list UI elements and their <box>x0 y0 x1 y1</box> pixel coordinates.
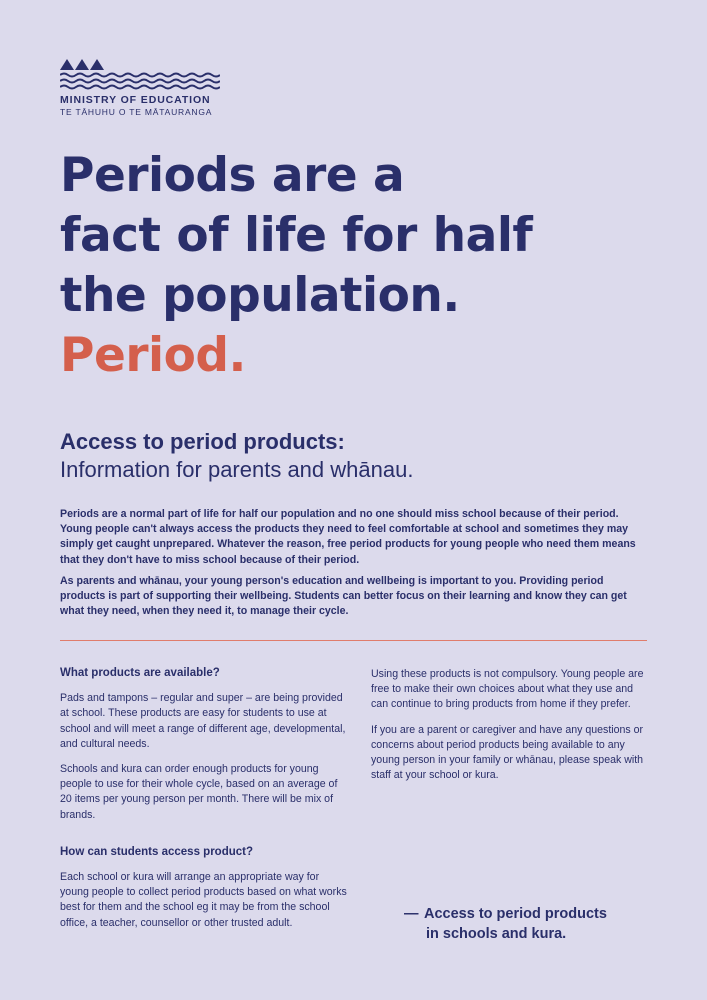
headline-line-2: fact of life for half <box>60 208 533 263</box>
logo-line-1: MINISTRY OF EDUCATION <box>60 94 211 106</box>
footer-line-2: in schools and kura. <box>426 926 567 942</box>
intro-paragraph-2: As parents and whānau, your young person's education and wellbeing is important to you. Providing period products is part of supporting their wellbeing. Students can better focus on their learning and know they can get what they need, when they need it, to manage their cycle. <box>60 574 627 618</box>
headline-line-3: the population. <box>60 268 460 323</box>
products-paragraph-1: Pads and tampons – regular and super – are being provided at school. These products are easy for students to use at school and will meet a range of different age, developmental, and cultural needs. <box>60 692 346 750</box>
subhead <box>60 428 660 484</box>
compulsory-paragraph: Using these products is not compulsory. Young people are free to make their own choices about what they use and can continue to bring products from home if they prefer. <box>371 668 644 711</box>
headline <box>60 146 660 386</box>
subhead-title: Access to period products: <box>60 429 345 454</box>
logo-line-2: TE TĀHUHU O TE MĀTAURANGA <box>60 107 213 117</box>
right-column <box>371 667 651 793</box>
access-paragraph: Each school or kura will arrange an appropriate way for young people to collect period products based on what works best for them and the school eg it may be from the school office, a teacher, counsellor or other trusted adult. <box>60 871 347 929</box>
footer-line-1: Access to period products <box>424 906 607 922</box>
intro-paragraph-1: Periods are a normal part of life for half our population and no one should miss school because of their period. Young people can't always access the products they need to feel comfortable at school and sometimes they may simply get caught unprepared. Whatever the reason, free period products for young people who need them means that they don't have to miss school because of their period. <box>60 508 636 566</box>
access-heading: How can students access product? <box>60 845 253 858</box>
products-heading: What products are available? <box>60 667 220 679</box>
footer-tagline <box>404 904 664 944</box>
footer-dash: — <box>404 906 419 922</box>
mountains-waves-icon <box>60 58 220 92</box>
headline-accent: Period. <box>60 328 246 383</box>
subhead-subtitle: Information for parents and whānau. <box>60 457 414 482</box>
headline-line-1: Periods are a <box>60 148 405 203</box>
left-column <box>60 666 350 941</box>
intro-section <box>60 507 650 625</box>
products-paragraph-2: Schools and kura can order enough products for young people to use for their whole cycle, based on an average of 20 items per young person per month. There will be mix of brands. <box>60 763 338 821</box>
questions-paragraph: If you are a parent or caregiver and have any questions or concerns about period products being available to any young person in your family or whānau, please speak with staff at your school or kura. <box>371 723 644 782</box>
ministry-logo <box>60 58 230 117</box>
divider <box>60 640 647 641</box>
